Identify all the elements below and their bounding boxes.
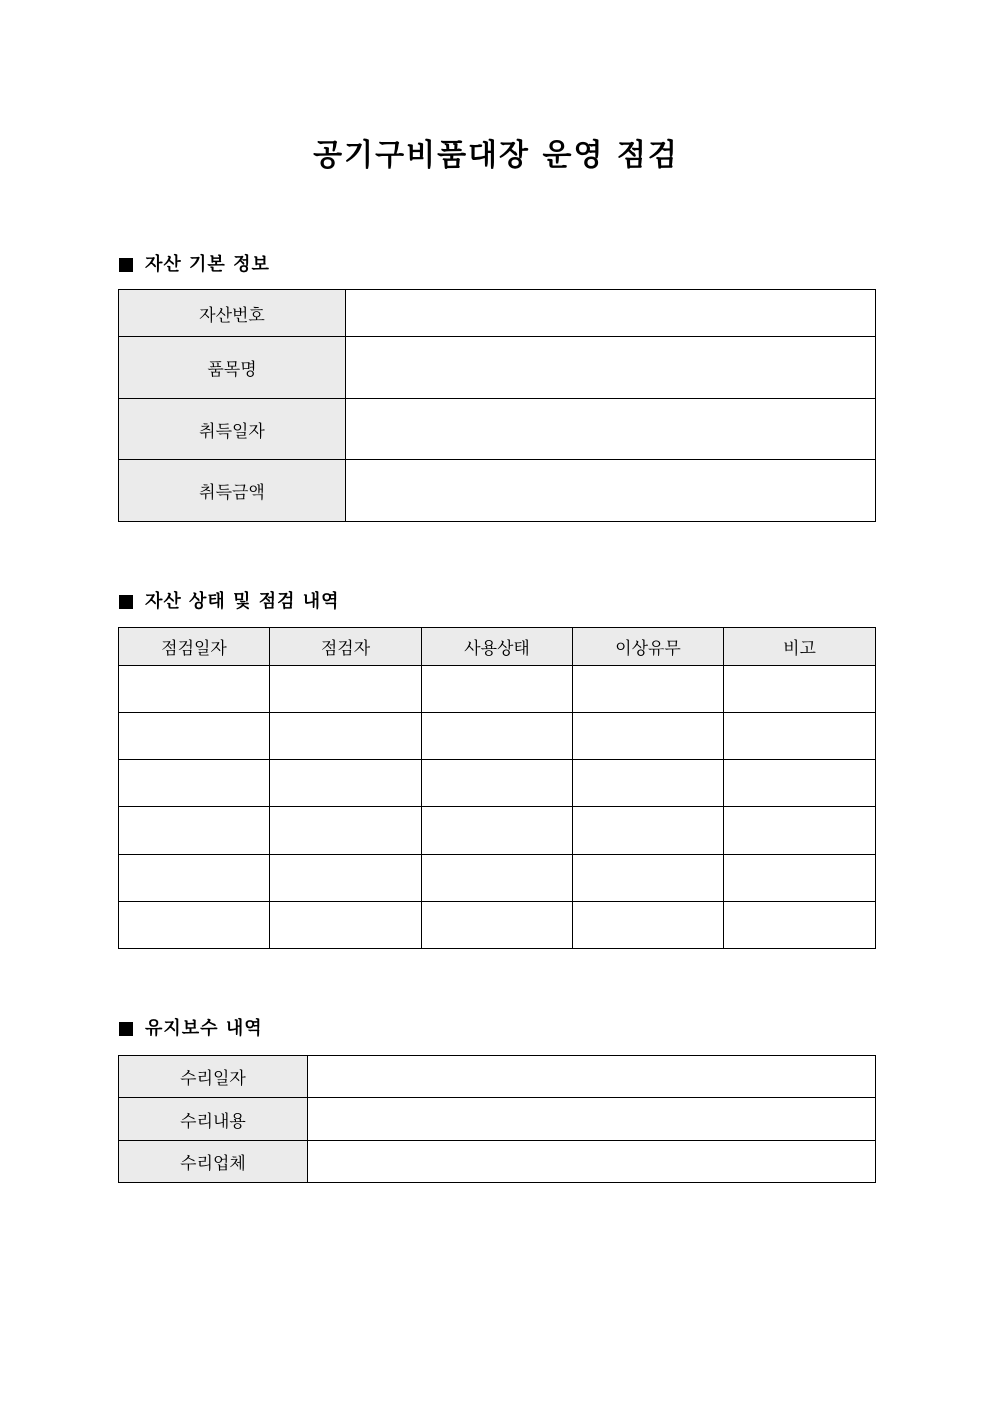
table-cell[interactable]: [573, 902, 724, 949]
square-bullet-icon: [119, 1022, 133, 1036]
repair-date-label: 수리일자: [119, 1056, 308, 1098]
acquisition-date-field[interactable]: [346, 399, 876, 460]
item-name-field[interactable]: [346, 337, 876, 399]
item-name-label: 품목명: [119, 337, 346, 399]
table-cell[interactable]: [270, 807, 422, 855]
section-heading-asset-info: [119, 253, 270, 277]
table-row: [119, 337, 876, 399]
table-cell[interactable]: [270, 760, 422, 807]
table-row: [119, 902, 876, 949]
table-cell[interactable]: [119, 902, 270, 949]
table-cell[interactable]: [573, 807, 724, 855]
table-cell[interactable]: [422, 666, 573, 713]
table-cell[interactable]: [119, 760, 270, 807]
column-header-abnormality: 이상유무: [573, 628, 724, 666]
table-cell[interactable]: [422, 760, 573, 807]
table-row: [119, 1056, 876, 1098]
table-cell[interactable]: [422, 713, 573, 760]
table-row: [119, 1098, 876, 1141]
acquisition-date-label: 취득일자: [119, 399, 346, 460]
table-row: [119, 399, 876, 460]
page-title: 공기구비품대장 운영 점검: [313, 138, 679, 173]
table-row: [119, 666, 876, 713]
square-bullet-icon: [119, 595, 133, 609]
asset-number-field[interactable]: [346, 290, 876, 337]
table-cell[interactable]: [573, 666, 724, 713]
table-cell[interactable]: [270, 902, 422, 949]
section-heading-label: 유지보수 내역: [145, 1018, 263, 1039]
table-cell[interactable]: [724, 713, 876, 760]
repair-content-label: 수리내용: [119, 1098, 308, 1141]
table-row: [119, 290, 876, 337]
section-heading-inspection: [119, 590, 340, 614]
table-cell[interactable]: [270, 666, 422, 713]
section-heading-label: 자산 상태 및 점검 내역: [145, 591, 340, 612]
asset-number-label: 자산번호: [119, 290, 346, 337]
table-cell[interactable]: [724, 666, 876, 713]
repair-content-field[interactable]: [308, 1098, 876, 1141]
table-cell[interactable]: [422, 855, 573, 902]
column-header-usage-status: 사용상태: [422, 628, 573, 666]
table-cell[interactable]: [270, 855, 422, 902]
table-row: [119, 1141, 876, 1183]
repair-vendor-label: 수리업체: [119, 1141, 308, 1183]
table-row: [119, 760, 876, 807]
acquisition-amount-label: 취득금액: [119, 460, 346, 522]
repair-date-field[interactable]: [308, 1056, 876, 1098]
section-heading-label: 자산 기본 정보: [145, 254, 270, 275]
maintenance-table: [118, 1055, 876, 1183]
table-cell[interactable]: [724, 902, 876, 949]
table-row: [119, 807, 876, 855]
repair-vendor-field[interactable]: [308, 1141, 876, 1183]
inspection-table: [118, 627, 876, 949]
square-bullet-icon: [119, 258, 133, 272]
table-cell[interactable]: [724, 855, 876, 902]
table-cell[interactable]: [422, 902, 573, 949]
table-cell[interactable]: [119, 855, 270, 902]
acquisition-amount-field[interactable]: [346, 460, 876, 522]
table-row: [119, 460, 876, 522]
column-header-inspection-date: 점검일자: [119, 628, 270, 666]
table-cell[interactable]: [422, 807, 573, 855]
table-row: [119, 713, 876, 760]
table-cell[interactable]: [573, 713, 724, 760]
table-cell[interactable]: [119, 666, 270, 713]
table-cell[interactable]: [573, 760, 724, 807]
table-row: [119, 855, 876, 902]
table-header-row: [119, 628, 876, 666]
table-cell[interactable]: [573, 855, 724, 902]
table-cell[interactable]: [724, 807, 876, 855]
section-heading-maintenance: [119, 1017, 263, 1041]
asset-info-table: [118, 289, 876, 522]
table-cell[interactable]: [724, 760, 876, 807]
column-header-inspector: 점검자: [270, 628, 422, 666]
table-cell[interactable]: [119, 713, 270, 760]
table-cell[interactable]: [119, 807, 270, 855]
column-header-remarks: 비고: [724, 628, 876, 666]
table-cell[interactable]: [270, 713, 422, 760]
